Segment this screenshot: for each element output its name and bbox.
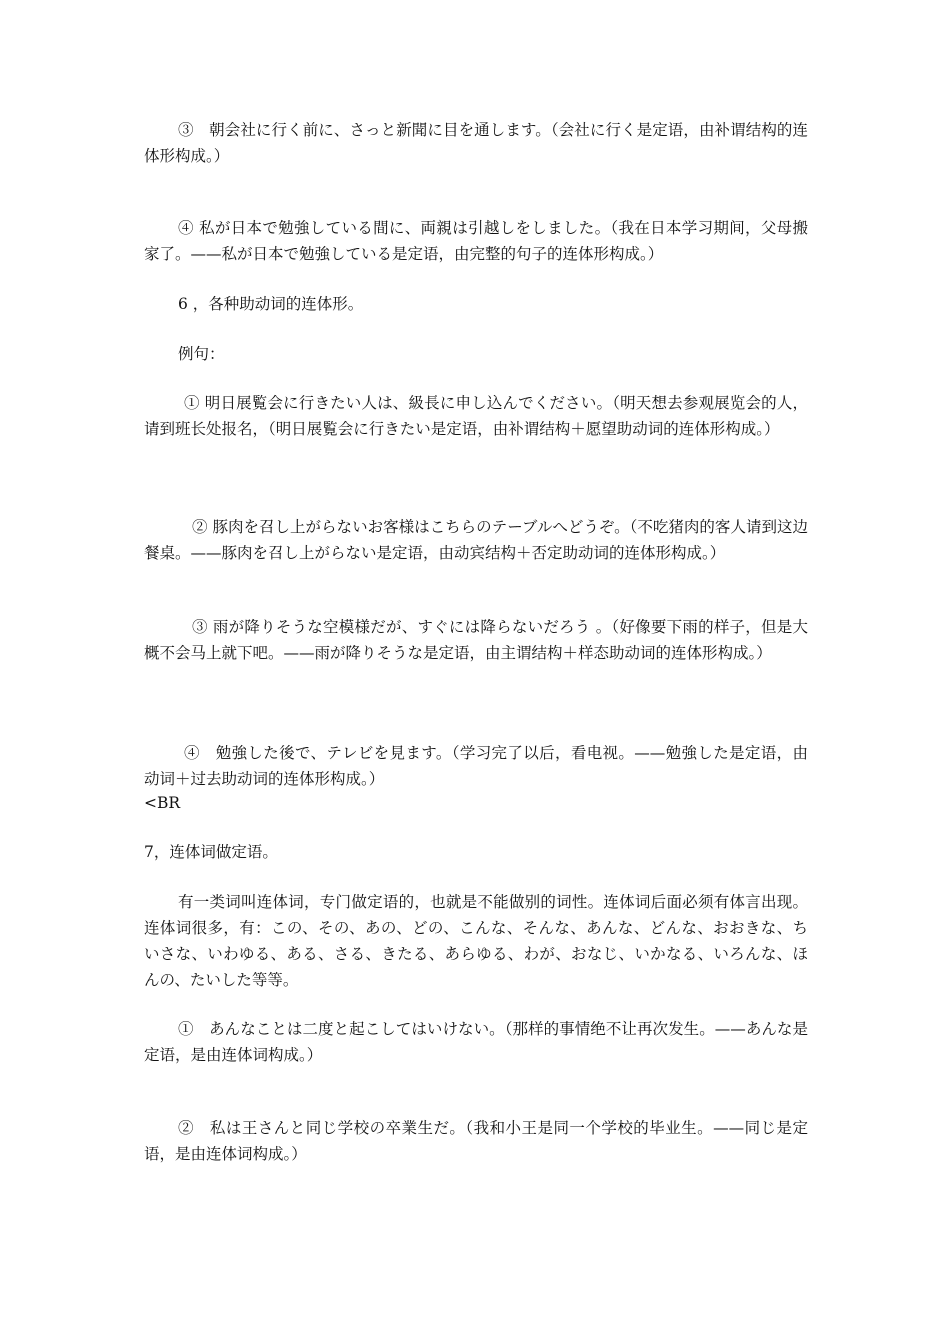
paragraph-example-2-onaji: ② 私は王さんと同じ学校の卒業生だ。（我和小王是同一个学校的毕业生。——同じ是定语，是由连体词构成。） xyxy=(144,1119,808,1163)
paragraph-example-1-tenrankai: ① 明日展覧会に行きたい人は、級長に申し込んでください。（明天想去参观展览会的人，请到班长处报名，（明日展覧会に行きたい是定语，由补谓结构＋愿望助动词的连体形构成。） xyxy=(144,394,808,438)
section-heading-6: 6 ，各种助动词的连体形。 xyxy=(178,295,364,313)
paragraph-example-1-anna: ① あんなことは二度と起こしてはいけない。（那样的事情绝不让再次发生。——あんな是定语，是由连体词构成。） xyxy=(144,1020,808,1064)
paragraph-example-4-benkyou: ④ 私が日本で勉強している間に、両親は引越しをしました。（我在日本学习期间，父母搬家了。——私が日本で勉強している是定语，由完整的句子的连体形构成。） xyxy=(144,219,808,263)
paragraph-example-3-kaisha: ③ 朝会社に行く前に、さっと新聞に目を通します。（会社に行く是定语，由补谓结构的连体形构成。） xyxy=(144,121,808,165)
paragraph-example-2-butaniku: ② 豚肉を召し上がらないお客様はこちらのテーブルへどうぞ。（不吃猪肉的客人请到这边餐桌。——豚肉を召し上がらない是定语，由动宾结构＋否定助动词的连体形构成。） xyxy=(144,518,808,562)
paragraph-example-4-terebi: ④ 勉強した後で、テレビを見ます。（学习完了以后，看电视。——勉強した是定语，由动词＋过去助动词的连体形构成。） xyxy=(144,744,808,788)
label-example-sentences: 例句： xyxy=(178,345,225,363)
paragraph-example-3-ame: ③ 雨が降りそうな空模様だが、すぐには降らないだろう 。（好像要下雨的样子，但是大概不会马上就下吧。——雨が降りそうな是定语，由主谓结构＋样态助动词的连体形构成。） xyxy=(144,618,808,662)
stray-br-text: <BR xyxy=(144,794,181,812)
paragraph-rentaishi-intro: 有一类词叫连体词，专门做定语的，也就是不能做别的词性。连体词后面必须有体言出现。连体词很多，有：この、その、あの、どの、こんな、そんな、あんな、どんな、おおきな、ちいさな、いわゆる、ある、さる、きたる、あらゆる、わが、おなじ、いかなる、いろんな、ほんの、たいした等等。 xyxy=(144,893,808,989)
section-heading-7: 7，连体词做定语。 xyxy=(144,843,278,861)
